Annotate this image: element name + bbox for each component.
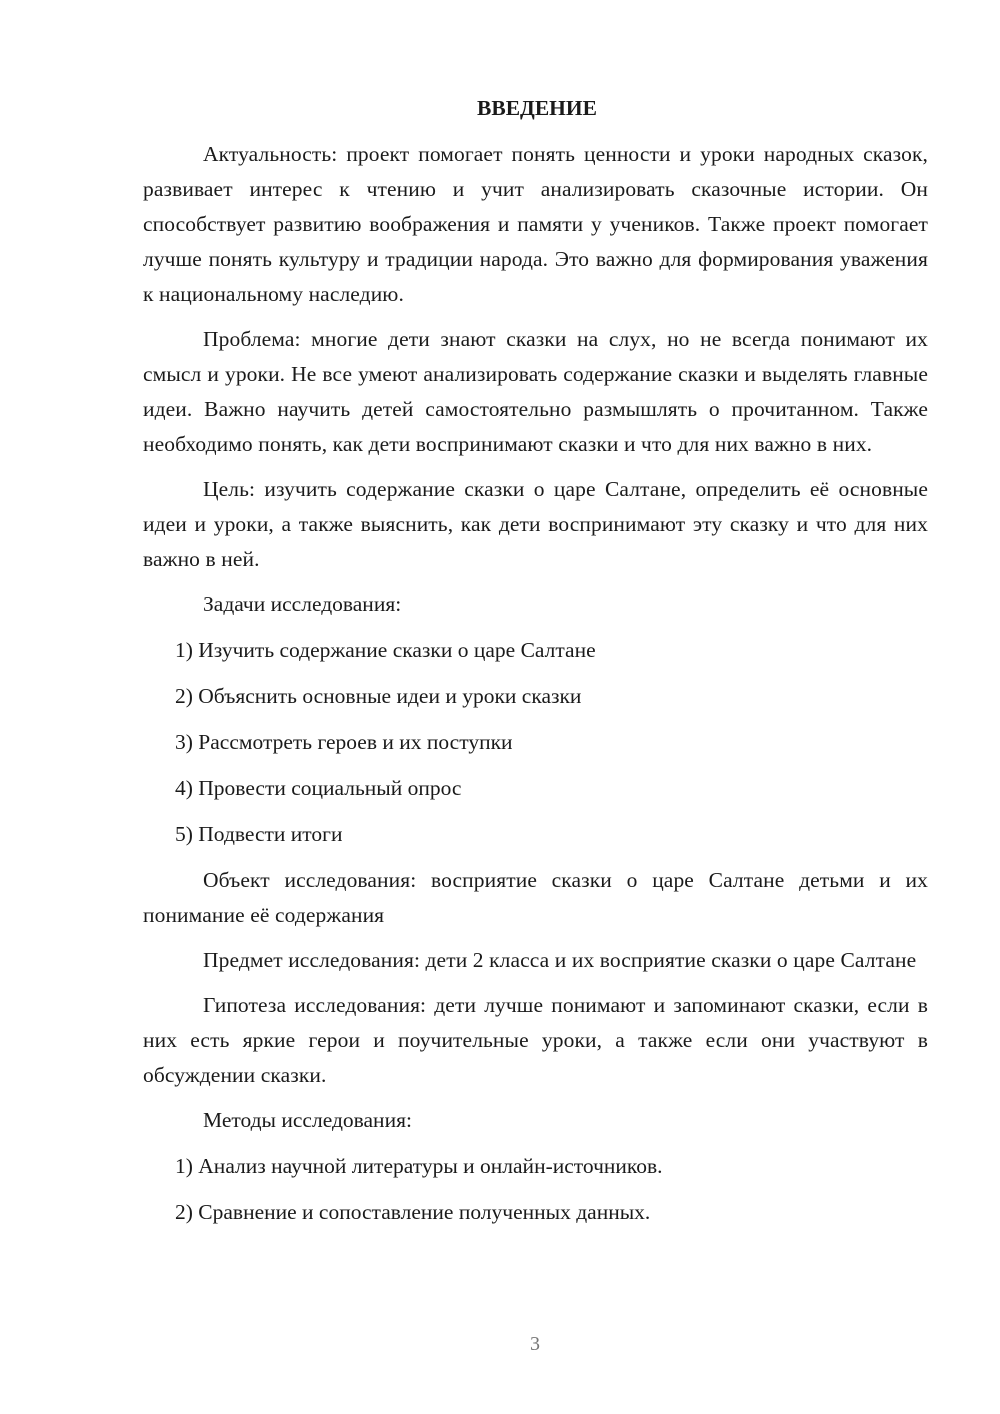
list-item: 3) Рассмотреть героев и их поступки [175, 730, 513, 754]
page-number: 3 [530, 1333, 540, 1355]
list-item: 2) Объяснить основные идеи и уроки сказки [175, 684, 582, 708]
goal-paragraph: Цель: изучить содержание сказки о царе Салтане, определить её основные идеи и уроки, а также выяснить, как дети воспринимают эту сказку и что для них важно в ней. [143, 477, 928, 571]
methods-label: Методы исследования: [203, 1108, 412, 1132]
list-item: 4) Провести социальный опрос [175, 776, 462, 800]
object-paragraph: Объект исследования: восприятие сказки о царе Салтане детьми и их понимание её содержания [143, 868, 928, 927]
hypothesis-paragraph: Гипотеза исследования: дети лучше понимают и запоминают сказки, если в них есть яркие герои и поучительные уроки, а также если они участвуют в обсуждении сказки. [143, 993, 928, 1087]
section-title: ВВЕДЕНИЕ [477, 96, 597, 120]
relevance-paragraph: Актуальность: проект помогает понять ценности и уроки народных сказок, развивает интерес к чтению и учит анализировать сказочные истории. Он способствует развитию воображения и памяти у учеников. Также проект помогает лучше понять культуру и традиции народа. Это важно для формирования уважения к национальному наследию. [143, 142, 928, 306]
list-item: 1) Изучить содержание сказки о царе Салтане [175, 638, 596, 662]
list-item: 2) Сравнение и сопоставление полученных данных. [175, 1200, 651, 1224]
problem-paragraph: Проблема: многие дети знают сказки на слух, но не всегда понимают их смысл и уроки. Не все умеют анализировать содержание сказки и выделять главные идеи. Важно научить детей самостоятельно размышлять о прочитанном. Также необходимо понять, как дети воспринимают сказки и что для них важно в них. [143, 327, 928, 456]
list-item: 1) Анализ научной литературы и онлайн-источников. [175, 1154, 663, 1178]
tasks-label: Задачи исследования: [203, 592, 402, 616]
page-content [143, 92, 928, 1241]
subject-paragraph: Предмет исследования: дети 2 класса и их восприятие сказки о царе Салтане [203, 948, 917, 972]
methods-list [143, 1149, 928, 1230]
list-item: 5) Подвести итоги [175, 822, 343, 846]
tasks-list [143, 633, 928, 852]
